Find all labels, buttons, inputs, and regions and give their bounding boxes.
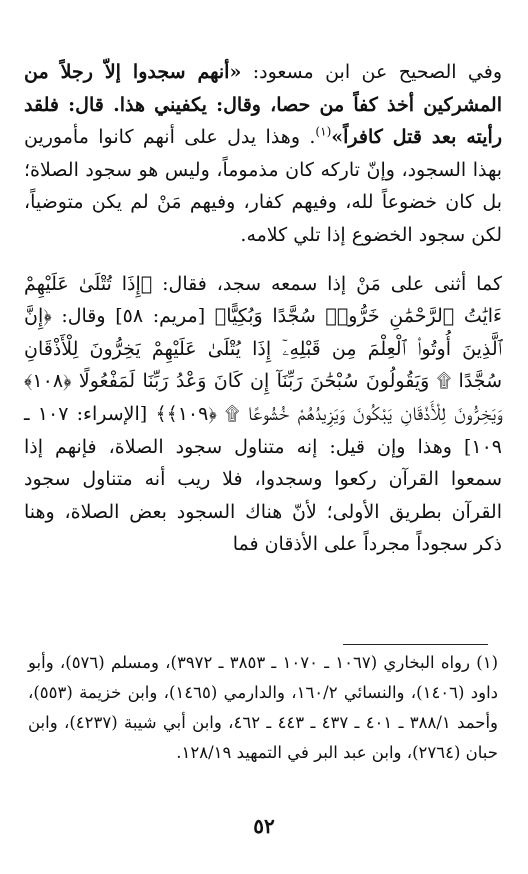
paragraph-1-rest: . وهذا يدل على أنهم كانوا مأمورين بهذا السجود، وإنّ تاركه كان مذموماً، وليس هو سجود الصلاة؛ بل كان خضوعاً لله، وفيهم كفار، وفيهم مَنْ لم يكن متوضياً، لكن سجود الخضوع إذا تلي كلامه. <box>24 126 502 246</box>
paragraph-1 <box>24 56 502 252</box>
quran-verse-isra: ﴿إِنَّ ٱلَّذِينَ أُوتُوا۟ ٱلْعِلْمَ مِن قَبْلِهِۦٓ إِذَا يُتْلَىٰ عَلَيْهِمْ يَخِرُّونَ لِلْأَذْقَانِ سُجَّدًا ۩ وَيَقُولُونَ سُبْحَٰنَ رَبِّنَآ إِن كَانَ وَعْدُ رَبِّنَا لَمَفْعُولًا ﴿١٠٨﴾ وَيَخِرُّونَ لِلْأَذْقَانِ يَبْكُونَ وَيَزِيدُهُمْ خُشُوعًا ۩ ﴿١٠٩﴾﴾ <box>24 305 503 425</box>
footnote: (١) رواه البخاري (١٠٦٧ ـ ١٠٧٠ ـ ٣٨٥٣ ـ ٣٩٧٢)، ومسلم (٥٧٦)، وأبو داود (١٤٠٦)، والنسائي ١٦٠/٢، والدارمي (١٤٦٥)، وابن خزيمة (٥٥٣)، وأحمد ٣٨٨/١ ـ ٤٠١ ـ ٤٣٧ ـ ٤٤٣ ـ ٤٦٢، وابن أبي شيبة (٤٢٣٧)، وابن حبان (٢٧٦٤)، وابن عبد البر في التمهيد ١٢٨/١٩. <box>28 653 499 762</box>
hadith-quote: «أنهم سجدوا إلاّ رجلاً من المشركين أخذ كفاً من حصا، وقال: يكفيني هذا. قال: فلقد رأيته بعد قتل كافراً» <box>24 61 502 149</box>
paragraph-2-text-1: كما أثنى على مَنْ إذا سمعه سجد، فقال: <box>152 272 502 295</box>
body-text <box>24 56 502 561</box>
paragraph-2-text-3: [الإسراء: ١٠٧ ـ ١٠٩] وهذا وإن قيل: إنه متناول سجود الصلاة، فإنهم إذا سمعوا القرآن ركعوا وسجدوا، فلا ريب أنه متناول سجود القرآن بطريق الأولى؛ لأنّ هناك السجود بعض الصلاة، وهنا ذكر سجوداً مجرداً على الأذقان فما <box>24 402 502 556</box>
page-number: ٥٢ <box>253 814 275 838</box>
footnote-reference: (١) <box>315 124 332 139</box>
paragraph-1-intro: وفي الصحيح عن ابن مسعود: <box>241 61 502 83</box>
paragraph-2 <box>24 268 502 561</box>
quran-verse-maryam: ﴿إِذَا تُتْلَىٰ عَلَيْهِمْ ءَايَٰتُ ٱلرَّحْمَٰنِ خَرُّوا۟ سُجَّدًا وَبُكِيًّا﴾ <box>24 272 502 328</box>
footnote-divider <box>343 644 488 645</box>
paragraph-2-text-2: [مريم: ٥٨] وقال: <box>51 305 215 328</box>
